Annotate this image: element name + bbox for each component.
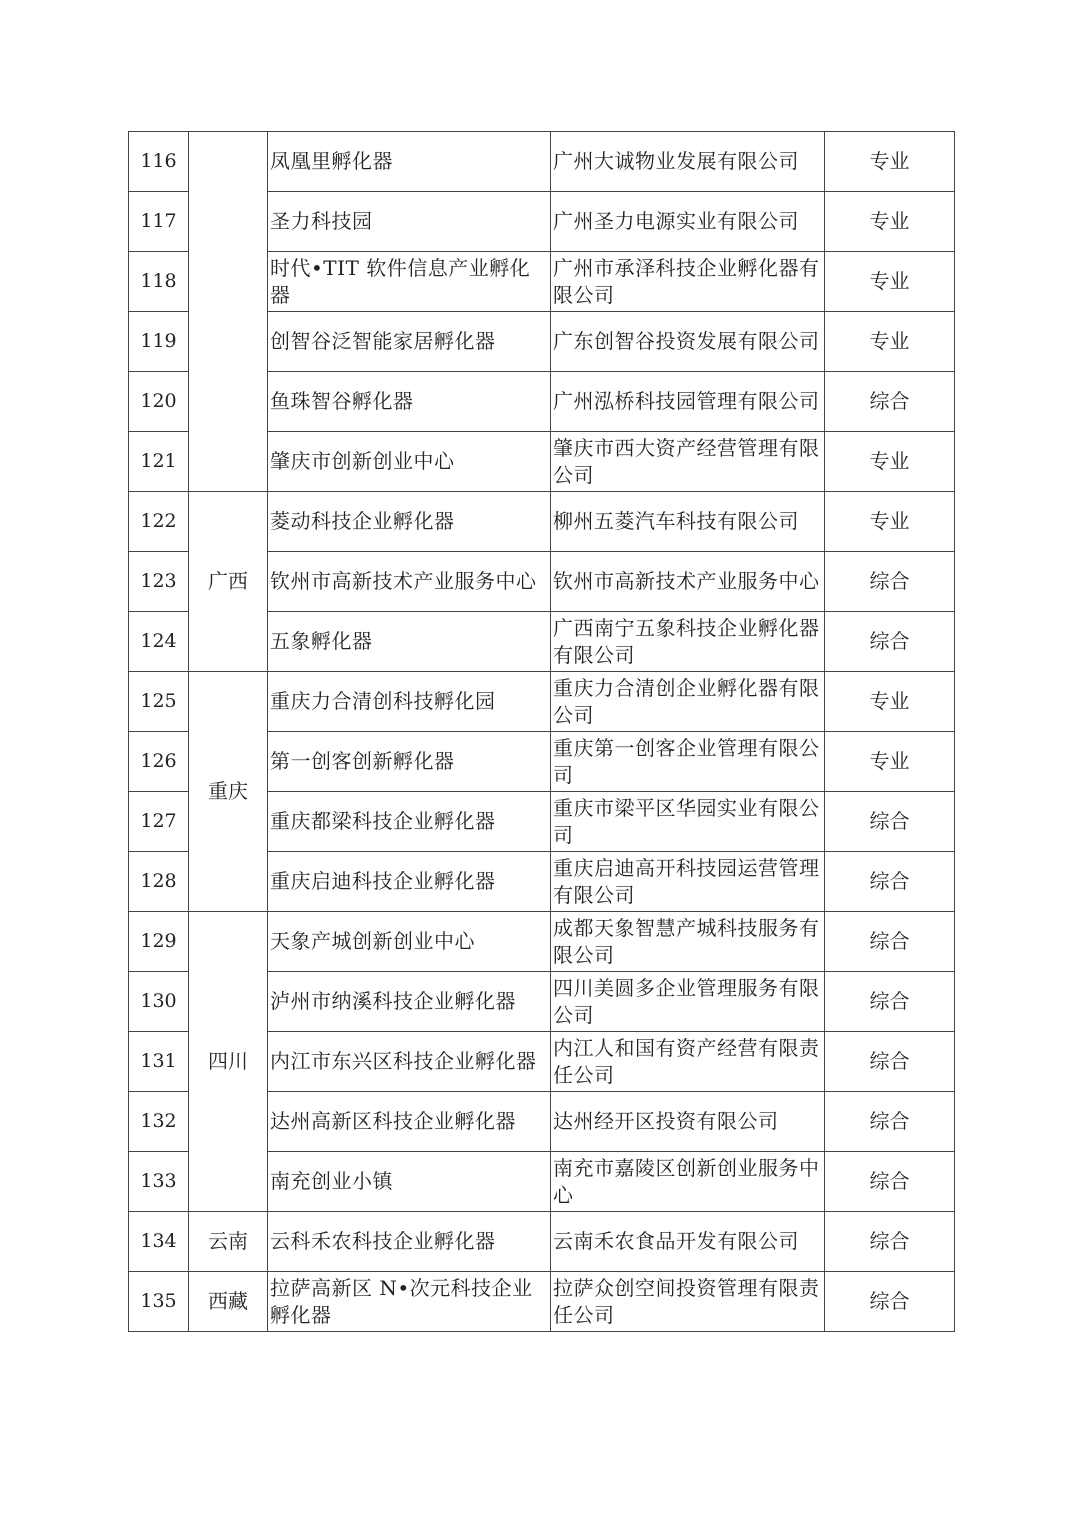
row-number: 123 <box>129 552 189 612</box>
operating-organization: 广州圣力电源实业有限公司 <box>551 192 825 252</box>
operating-organization: 柳州五菱汽车科技有限公司 <box>551 492 825 552</box>
province-cell: 云南 <box>189 1212 268 1272</box>
incubator-name: 钦州市高新技术产业服务中心 <box>268 552 551 612</box>
incubator-name: 达州高新区科技企业孵化器 <box>268 1092 551 1152</box>
incubator-name: 南充创业小镇 <box>268 1152 551 1212</box>
row-number: 118 <box>129 252 189 312</box>
operating-organization: 内江人和国有资产经营有限责任公司 <box>551 1032 825 1092</box>
operating-organization: 广西南宁五象科技企业孵化器有限公司 <box>551 612 825 672</box>
incubator-name: 云科禾农科技企业孵化器 <box>268 1212 551 1272</box>
incubator-type: 综合 <box>825 852 955 912</box>
province-cell <box>189 132 268 492</box>
operating-organization: 广州市承泽科技企业孵化器有限公司 <box>551 252 825 312</box>
operating-organization: 广州泓桥科技园管理有限公司 <box>551 372 825 432</box>
row-number: 122 <box>129 492 189 552</box>
province-cell: 广西 <box>189 492 268 672</box>
table-row <box>129 1212 955 1272</box>
row-number: 116 <box>129 132 189 192</box>
incubator-name: 菱动科技企业孵化器 <box>268 492 551 552</box>
incubator-name: 天象产城创新创业中心 <box>268 912 551 972</box>
row-number: 134 <box>129 1212 189 1272</box>
incubator-table <box>128 131 955 1332</box>
operating-organization: 钦州市高新技术产业服务中心 <box>551 552 825 612</box>
row-number: 135 <box>129 1272 189 1332</box>
incubator-name: 肇庆市创新创业中心 <box>268 432 551 492</box>
incubator-type: 综合 <box>825 1092 955 1152</box>
table-row <box>129 132 955 192</box>
incubator-type: 专业 <box>825 192 955 252</box>
incubator-name: 泸州市纳溪科技企业孵化器 <box>268 972 551 1032</box>
row-number: 131 <box>129 1032 189 1092</box>
table-body <box>129 132 955 1332</box>
row-number: 132 <box>129 1092 189 1152</box>
incubator-name: 重庆力合清创科技孵化园 <box>268 672 551 732</box>
row-number: 124 <box>129 612 189 672</box>
incubator-type: 专业 <box>825 432 955 492</box>
incubator-type: 专业 <box>825 732 955 792</box>
operating-organization: 重庆启迪高开科技园运营管理有限公司 <box>551 852 825 912</box>
row-number: 130 <box>129 972 189 1032</box>
province-cell: 四川 <box>189 912 268 1212</box>
incubator-type: 综合 <box>825 1032 955 1092</box>
incubator-name: 创智谷泛智能家居孵化器 <box>268 312 551 372</box>
row-number: 128 <box>129 852 189 912</box>
row-number: 117 <box>129 192 189 252</box>
incubator-type: 专业 <box>825 312 955 372</box>
incubator-type: 综合 <box>825 792 955 852</box>
incubator-name: 重庆都梁科技企业孵化器 <box>268 792 551 852</box>
incubator-name: 第一创客创新孵化器 <box>268 732 551 792</box>
incubator-type: 专业 <box>825 672 955 732</box>
operating-organization: 达州经开区投资有限公司 <box>551 1092 825 1152</box>
incubator-type: 综合 <box>825 912 955 972</box>
incubator-name: 内江市东兴区科技企业孵化器 <box>268 1032 551 1092</box>
incubator-type: 综合 <box>825 372 955 432</box>
province-cell: 西藏 <box>189 1272 268 1332</box>
row-number: 119 <box>129 312 189 372</box>
incubator-name: 圣力科技园 <box>268 192 551 252</box>
table-row <box>129 492 955 552</box>
row-number: 133 <box>129 1152 189 1212</box>
operating-organization: 拉萨众创空间投资管理有限责任公司 <box>551 1272 825 1332</box>
table-row <box>129 1272 955 1332</box>
operating-organization: 广东创智谷投资发展有限公司 <box>551 312 825 372</box>
incubator-type: 综合 <box>825 552 955 612</box>
operating-organization: 广州大诚物业发展有限公司 <box>551 132 825 192</box>
incubator-name: 拉萨高新区 N•次元科技企业孵化器 <box>268 1272 551 1332</box>
incubator-type: 综合 <box>825 1212 955 1272</box>
operating-organization: 重庆力合清创企业孵化器有限公司 <box>551 672 825 732</box>
operating-organization: 南充市嘉陵区创新创业服务中心 <box>551 1152 825 1212</box>
row-number: 120 <box>129 372 189 432</box>
row-number: 129 <box>129 912 189 972</box>
row-number: 121 <box>129 432 189 492</box>
operating-organization: 肇庆市西大资产经营管理有限公司 <box>551 432 825 492</box>
incubator-type: 综合 <box>825 1272 955 1332</box>
operating-organization: 重庆市梁平区华园实业有限公司 <box>551 792 825 852</box>
row-number: 127 <box>129 792 189 852</box>
incubator-type: 专业 <box>825 252 955 312</box>
incubator-name: 鱼珠智谷孵化器 <box>268 372 551 432</box>
province-cell: 重庆 <box>189 672 268 912</box>
table-row <box>129 672 955 732</box>
operating-organization: 四川美圆多企业管理服务有限公司 <box>551 972 825 1032</box>
incubator-name: 凤凰里孵化器 <box>268 132 551 192</box>
row-number: 125 <box>129 672 189 732</box>
incubator-type: 综合 <box>825 612 955 672</box>
incubator-type: 专业 <box>825 132 955 192</box>
incubator-type: 专业 <box>825 492 955 552</box>
operating-organization: 云南禾农食品开发有限公司 <box>551 1212 825 1272</box>
incubator-type: 综合 <box>825 972 955 1032</box>
operating-organization: 成都天象智慧产城科技服务有限公司 <box>551 912 825 972</box>
incubator-name: 重庆启迪科技企业孵化器 <box>268 852 551 912</box>
operating-organization: 重庆第一创客企业管理有限公司 <box>551 732 825 792</box>
incubator-type: 综合 <box>825 1152 955 1212</box>
incubator-name: 五象孵化器 <box>268 612 551 672</box>
row-number: 126 <box>129 732 189 792</box>
incubator-name: 时代•TIT 软件信息产业孵化器 <box>268 252 551 312</box>
table-row <box>129 912 955 972</box>
